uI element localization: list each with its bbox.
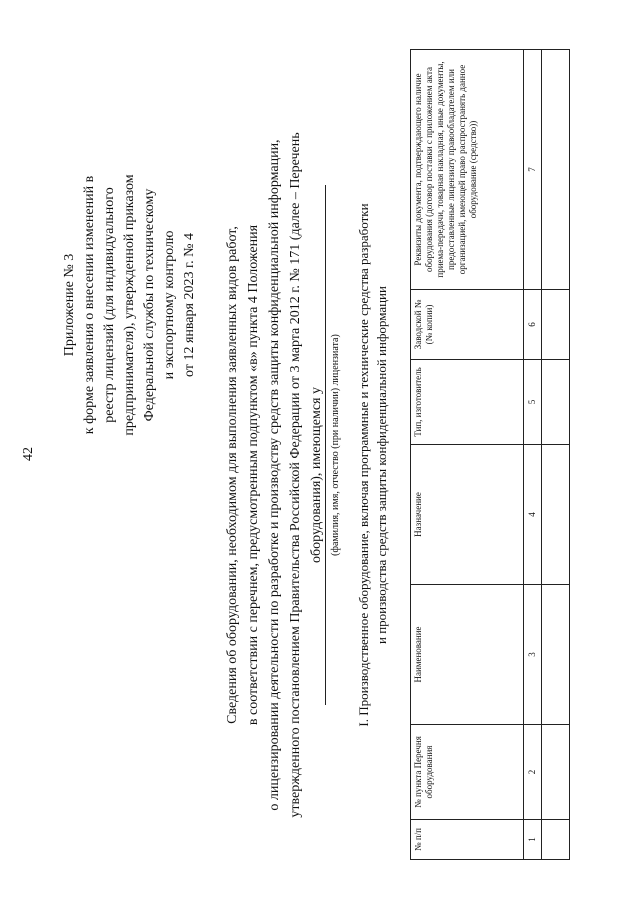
table-cell xyxy=(541,725,569,820)
intro-paragraph xyxy=(222,85,327,865)
table-cell xyxy=(541,445,569,585)
column-number: 3 xyxy=(524,585,542,725)
appendix-line: к форме заявления о внесении изменений в xyxy=(82,175,97,435)
section-line: и производства средств защиты конфиденциальной информации xyxy=(374,286,389,644)
table-header-cell: Тип, изготовитель xyxy=(411,360,524,445)
table-number-row xyxy=(524,50,542,860)
intro-line: Сведения об оборудовании, необходимом для выполнения заявленных видов работ, xyxy=(225,226,240,724)
column-number: 2 xyxy=(524,725,542,820)
table-row xyxy=(541,50,569,860)
intro-line: в соответствии с перечнем, предусмотренным подпунктом «в» пункта 4 Положения xyxy=(246,224,261,726)
table-header-cell: № п/п xyxy=(411,820,524,860)
column-number: 4 xyxy=(524,445,542,585)
fio-underline xyxy=(325,185,326,705)
fio-caption: (фамилия, имя, отчество (при наличии) лицензиата) xyxy=(330,334,341,556)
column-number: 6 xyxy=(524,290,542,360)
table-header-cell: № пункта Перечня оборудования xyxy=(411,725,524,820)
intro-line: оборудования), имеющемся у xyxy=(309,387,324,563)
section-title xyxy=(355,85,391,845)
appendix-line: Федеральной службы по техническому xyxy=(142,188,157,422)
table-header-cell: Заводской № (№ копии) xyxy=(411,290,524,360)
appendix-line: предпринимателя), утвержденной приказом xyxy=(122,174,137,436)
column-number: 5 xyxy=(524,360,542,445)
appendix-line: и экспортному контролю xyxy=(162,230,177,380)
table-cell xyxy=(541,50,569,290)
appendix-title: Приложение № 3 xyxy=(62,253,77,357)
table-cell xyxy=(541,585,569,725)
table-header-row xyxy=(411,50,524,860)
appendix-header xyxy=(60,85,200,525)
table-header-cell: Реквизиты документа, подтверждающего наличие оборудования (договор поставки с приложением акта приема-передачи, товарная накладная, иные документы, предоставленные лицензиату правообладателем или организацией, имеющей право распространять данное оборудование (средство)) xyxy=(411,50,524,290)
appendix-line: реестр лицензий (для индивидуального xyxy=(102,187,117,423)
table-cell xyxy=(541,290,569,360)
equipment-table xyxy=(410,49,570,860)
intro-line: о лицензировании деятельности по разработке и производству средств защиты конфиденциальной информации, xyxy=(267,139,282,811)
intro-line: утвержденного постановлением Правительства Российской Федерации от 3 марта 2012 г. № 171 (далее – Перечень xyxy=(288,132,303,818)
table-cell xyxy=(541,360,569,445)
table-header-cell: Назначение xyxy=(411,445,524,585)
section-line: I. Производственное оборудование, включая программные и технические средства разработки xyxy=(356,203,371,727)
column-number: 1 xyxy=(524,820,542,860)
column-number: 7 xyxy=(524,50,542,290)
table-header-cell: Наименование xyxy=(411,585,524,725)
table-cell xyxy=(541,820,569,860)
appendix-line: от 12 января 2023 г. № 4 xyxy=(182,233,197,377)
page-number: 42 xyxy=(21,447,36,461)
